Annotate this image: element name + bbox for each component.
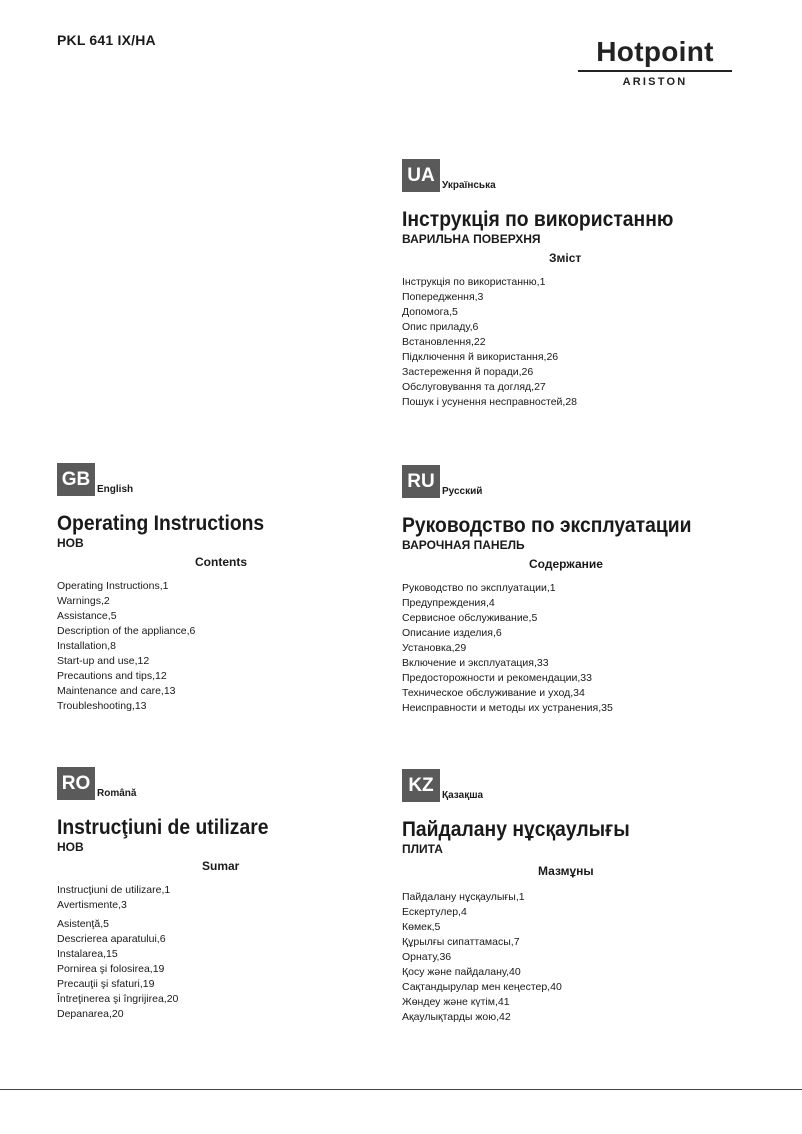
list-item: Предосторожности и рекомендации,33 — [402, 672, 592, 684]
list-item: Сервисное обслуживание,5 — [402, 612, 538, 624]
language-header — [57, 463, 437, 496]
language-header — [402, 465, 782, 498]
list-item: Попередження,3 — [402, 291, 484, 303]
list-item: Опис приладу,6 — [402, 321, 479, 333]
list-item: Precauţii şi sfaturi,19 — [57, 978, 155, 990]
list-item: Ескертулер,4 — [402, 906, 467, 918]
contents-heading: Мазмұны — [538, 864, 594, 878]
language-name: Română — [97, 788, 137, 799]
contents-heading: Sumar — [202, 859, 240, 873]
contents-list — [57, 883, 437, 1022]
list-item: Інструкція по використанню,1 — [402, 276, 546, 288]
section-subtitle: ВАРИЛЬНА ПОВЕРХНЯ — [402, 232, 541, 246]
list-item: Instalarea,15 — [57, 948, 118, 960]
list-item: Asistenţă,5 — [57, 918, 109, 930]
section-title: Пайдалану нұсқаулығы — [402, 818, 630, 841]
section-subtitle: HOB — [57, 536, 84, 550]
list-item: Неисправности и методы их устранения,35 — [402, 702, 613, 714]
list-item: Құрылғы сипаттамасы,7 — [402, 936, 520, 948]
list-item: Підключення й використання,26 — [402, 351, 559, 363]
list-item: Pornirea şi folosirea,19 — [57, 963, 165, 975]
section-title: Інструкція по використанню — [402, 208, 674, 231]
list-item: Руководство по эксплуатации,1 — [402, 582, 556, 594]
list-item: Орнату,36 — [402, 951, 452, 963]
brand-name: Hotpoint — [596, 36, 714, 67]
language-header — [402, 769, 782, 802]
language-name: English — [97, 484, 134, 495]
section-title: Instrucţiuni de utilizare — [57, 816, 269, 839]
brand-divider — [578, 70, 732, 72]
list-item: Обслуговування та догляд,27 — [402, 381, 546, 393]
brand-sub: ARISTON — [622, 76, 688, 88]
language-name: Русский — [442, 486, 483, 497]
list-item: Сақтандырулар мен кеңестер,40 — [402, 981, 562, 993]
list-item: Maintenance and care,13 — [57, 685, 176, 697]
section-ro — [57, 767, 437, 1022]
list-item: Встановлення,22 — [402, 336, 486, 348]
contents-list — [402, 581, 782, 716]
list-item: Operating Instructions,1 — [57, 580, 169, 592]
footer-divider — [0, 1089, 802, 1090]
list-item: Întreţinerea şi îngrijirea,20 — [57, 993, 179, 1005]
language-header — [57, 767, 437, 800]
section-subtitle: ВАРОЧНАЯ ПАНЕЛЬ — [402, 538, 525, 552]
list-item: Precautions and tips,12 — [57, 670, 167, 682]
list-item: Пошук і усунення несправностей,28 — [402, 396, 578, 408]
language-badge: RU — [402, 465, 440, 498]
list-item: Включение и эксплуатация,33 — [402, 657, 549, 669]
section-kz — [402, 769, 782, 1025]
list-item: Avertismente,3 — [57, 899, 127, 911]
list-item: Warnings,2 — [57, 595, 110, 607]
list-item: Техническое обслуживание и уход,34 — [402, 687, 585, 699]
list-item: Descrierea aparatului,6 — [57, 933, 166, 945]
language-name: Қазақша — [442, 790, 484, 801]
language-badge: UA — [402, 159, 440, 192]
list-item: Предупреждения,4 — [402, 597, 495, 609]
contents-heading: Зміст — [549, 251, 582, 265]
list-item: Допомога,5 — [402, 306, 458, 318]
list-item: Қосу және пайдалану,40 — [402, 966, 521, 978]
list-item: Instrucţiuni de utilizare,1 — [57, 884, 171, 896]
list-item: Көмек,5 — [402, 921, 441, 933]
contents-heading: Содержание — [529, 557, 603, 571]
list-item: Описание изделия,6 — [402, 627, 502, 639]
contents-list — [57, 579, 437, 714]
section-gb — [57, 463, 437, 714]
contents-list — [402, 890, 782, 1025]
list-item: Troubleshooting,13 — [57, 700, 147, 712]
language-badge: GB — [57, 463, 95, 496]
list-item: Assistance,5 — [57, 610, 117, 622]
section-subtitle: ПЛИТА — [402, 842, 443, 856]
list-item: Start-up and use,12 — [57, 655, 150, 667]
model-number: PKL 641 IX/HA — [57, 32, 156, 48]
contents-list — [402, 275, 782, 410]
section-title: Operating Instructions — [57, 512, 265, 535]
brand-logo — [578, 36, 732, 88]
list-item: Застереження й поради,26 — [402, 366, 534, 378]
list-item: Установка,29 — [402, 642, 467, 654]
list-item: Пайдалану нұсқаулығы,1 — [402, 891, 525, 903]
list-item: Жөндеу және күтім,41 — [402, 996, 510, 1008]
language-badge: KZ — [402, 769, 440, 802]
list-item: Description of the appliance,6 — [57, 625, 196, 637]
section-subtitle: HOB — [57, 840, 84, 854]
section-ua — [402, 159, 782, 410]
list-item: Depanarea,20 — [57, 1008, 124, 1020]
list-item: Installation,8 — [57, 640, 116, 652]
language-name: Українська — [442, 180, 496, 191]
contents-heading: Contents — [195, 555, 247, 569]
section-ru — [402, 465, 782, 716]
list-item: Ақаулықтарды жою,42 — [402, 1011, 511, 1023]
section-title: Руководство по эксплуатации — [402, 514, 692, 537]
language-badge: RO — [57, 767, 95, 800]
language-header — [402, 159, 782, 192]
